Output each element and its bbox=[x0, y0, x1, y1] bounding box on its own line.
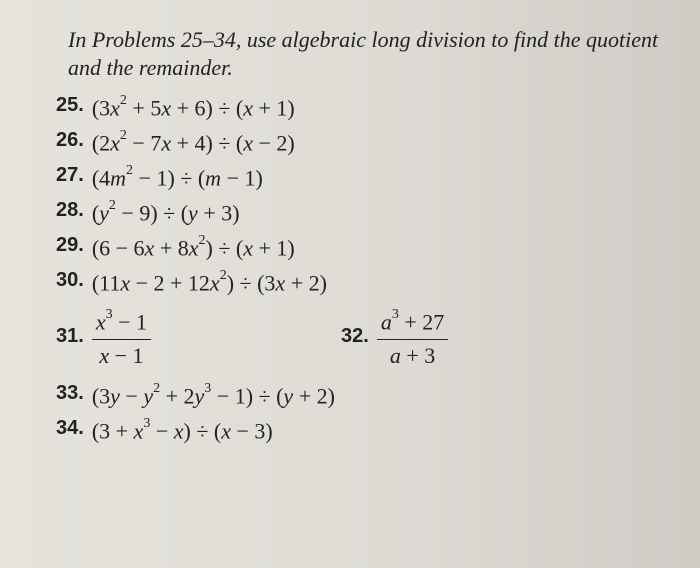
problem-number: 32. bbox=[341, 325, 369, 348]
problem-expression: $(4m^2 - 1) \div (m - 1)$ bbox=[91, 162, 263, 191]
problem-expression: $(3 + x^3 - x) \div (x - 3)$ bbox=[91, 415, 273, 444]
problem-number: 27. bbox=[56, 164, 84, 186]
problem-fraction bbox=[92, 304, 151, 369]
problem-30 bbox=[56, 263, 676, 298]
problem-fraction bbox=[377, 304, 448, 369]
problem-29 bbox=[56, 228, 676, 263]
problem-34 bbox=[56, 411, 676, 446]
problem-27 bbox=[56, 158, 676, 193]
problem-33 bbox=[56, 376, 676, 411]
problem-expression: $(2x^2 - 7x + 4) \div (x - 2)$ bbox=[91, 127, 295, 156]
problem-number: 26. bbox=[56, 129, 84, 151]
problem-expression: $(11x - 2 + 12x^2) \div (3x + 2)$ bbox=[91, 267, 327, 296]
problem-expression: $(3y - y^2 + 2y^3 - 1) \div (y + 2)$ bbox=[91, 380, 335, 409]
problem-number: 29. bbox=[56, 234, 84, 256]
problem-number: 30. bbox=[56, 269, 84, 291]
problem-number: 34. bbox=[56, 417, 84, 439]
problem-25 bbox=[56, 88, 676, 123]
problem-31 bbox=[56, 304, 151, 369]
problem-expression: $(3x^2 + 5x + 6) \div (x + 1)$ bbox=[91, 92, 295, 121]
problem-28 bbox=[56, 193, 676, 228]
fraction-denominator: a + 3 bbox=[389, 342, 436, 368]
problem-number: 33. bbox=[56, 382, 84, 404]
problem-expression: $(y^2 - 9) \div (y + 3)$ bbox=[91, 197, 240, 226]
fraction-denominator: x − 1 bbox=[99, 342, 144, 368]
problem-26 bbox=[56, 123, 676, 158]
problem-32 bbox=[341, 304, 448, 369]
problem-number: 31. bbox=[56, 325, 84, 348]
problem-expression: $(6 - 6x + 8x^2) \div (x + 1)$ bbox=[91, 232, 295, 261]
problem-number: 25. bbox=[56, 94, 84, 116]
fraction-problems-row bbox=[56, 304, 676, 370]
fraction-numerator: $a^3 + 27$ bbox=[377, 304, 448, 339]
fraction-numerator: $x^3 - 1$ bbox=[92, 304, 151, 339]
problem-set bbox=[56, 26, 676, 446]
problem-number: 28. bbox=[56, 199, 84, 221]
instructions: In Problems 25–34, use algebraic long division to find the quotient and the remainder. bbox=[68, 27, 659, 80]
